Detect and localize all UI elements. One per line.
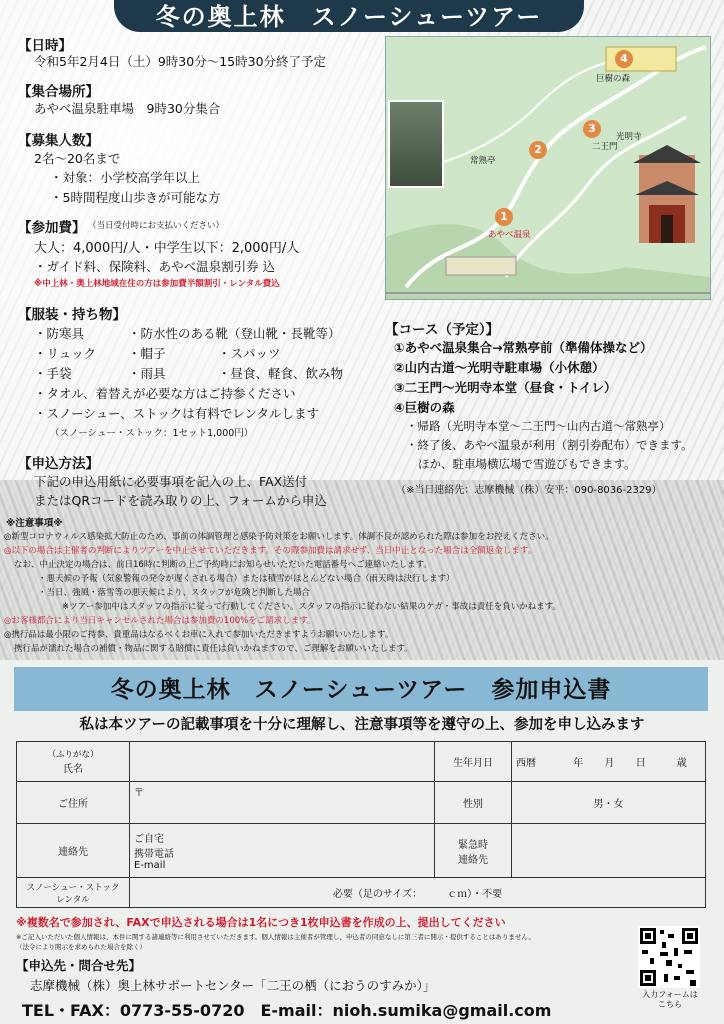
name-label: 氏名 (63, 764, 83, 775)
date-heading: 【日時】 (18, 38, 72, 54)
apply-heading: 【申込方法】 (18, 456, 99, 472)
privacy-note: ※ご記入いただいた個人情報は、本件に関する諸連絡等に利用させていただきます。個人情報は主催者が管理し、申込者の同意なしに第三者に開示・提供することはありません。 (16, 933, 535, 941)
age-label: 歳 (676, 758, 687, 769)
note-line-red: ◎お客様都合により当日キャンセルされた場合は参加費の100%をご請求します。 (4, 616, 316, 626)
form-agreement: 私は本ツアーの記載事項を十分に理解し、注意事項等を遵守の上、参加を申し込みます (79, 717, 645, 733)
fee-heading: 【参加費】 (18, 220, 86, 236)
month-label: 月 (604, 758, 615, 769)
home-phone-label: ご自宅 (134, 834, 164, 845)
gear-snowshoe: ・スノーシュー、ストックは有料でレンタルします (34, 406, 319, 421)
postal-mark: 〒 (134, 788, 144, 799)
mobile-phone-label: 携帯電話 (134, 849, 174, 860)
emergency-input-cell[interactable] (512, 824, 706, 878)
privacy-note: （法令により開示を求められた場合を除く） (16, 943, 146, 951)
giant-tree-photo (388, 100, 444, 188)
map-marker: 2 (529, 141, 547, 159)
year-label: 年 (573, 758, 584, 769)
day-label: 日 (635, 758, 646, 769)
gear-item: ・昼食、軽食、飲み物 (218, 366, 344, 381)
notes-section (4, 515, 720, 663)
name-input-cell[interactable] (130, 742, 435, 782)
inquiry-tel-email: TEL・FAX：0773-55-0720 E-mail：nioh.sumika@gmail.com (22, 1001, 552, 1020)
gear-item: ・雨具 (128, 366, 166, 381)
gear-item: ・手袋 (34, 366, 72, 381)
gear-towel: ・タオル、着替えが必要な方はご持参ください (34, 386, 296, 401)
gender-options[interactable]: 男・女 (512, 782, 706, 824)
note-line: ※ツアー参加中はスタッフの指示に従って行動してください。スタッフの指示に従わない結果のケガ・事故は責任を負いかねます。 (62, 602, 562, 612)
birthday-label: 生年月日 (435, 742, 512, 782)
course-item: ②山内古道～光明寺駐車場（小休憩） (394, 360, 605, 375)
furigana-label: （ふりがな） (47, 750, 99, 760)
gear-item: ・防水性のある靴（登山靴・長靴等） (128, 326, 341, 341)
emergency-label: 緊急時 連絡先 (435, 824, 512, 878)
gear-item: ・防寒具 (34, 326, 85, 341)
fee-price: 大人：4,000円/人・中学生以下：2,000円/人 (34, 241, 300, 256)
map-marker: 3 (583, 120, 601, 138)
meeting-heading: 【集合場所】 (18, 84, 99, 100)
form-title: 冬の奥上林 スノーシューツアー 参加申込書 (14, 667, 708, 711)
recruit-heading: 【募集人数】 (18, 133, 99, 149)
fee-discount-note: ※中上林・奥上林地域在住の方は参加費半額割引・レンタル費込 (34, 279, 280, 289)
name-label-cell (17, 742, 130, 782)
inquiry-heading: 【申込先・問合せ先】 (16, 958, 142, 973)
note-line: なお、中止決定の場合は、前日16時に判断の上ご予約時にお知らせいただいた電話番号へご連絡いたします。 (14, 560, 432, 570)
banner-title: 冬の奥上林 スノーシューツアー (114, 0, 584, 32)
map-label: あやべ温泉 (488, 230, 531, 240)
map-label: 常熟亭 (470, 156, 496, 166)
note-line: ◎携行品は最小限のご持参、貴重品はなるべくお車に入れて参加いただきますようお願いいたします。 (4, 630, 394, 640)
map-label: 巨樹の森 (596, 74, 631, 84)
course-item: ④巨樹の森 (394, 400, 455, 415)
course-item: ①あやべ温泉集合→常熟亭前（準備体操など） (394, 340, 653, 355)
gender-label: 性別 (435, 782, 512, 824)
contact-label: 連絡先 (17, 824, 130, 878)
apply-line1: 下記の申込用紙に必要事項を記入の上、FAX送付 (34, 474, 308, 489)
map-marker: 1 (495, 208, 513, 226)
gear-snowshoe-price: （スノーシュー・ストック：1セット1,000円） (50, 428, 254, 439)
recruit-ability: ・5時間程度山歩きが可能な方 (50, 190, 221, 205)
map-label: 二王門 (592, 142, 618, 152)
fee-heading-note: （当日受付時にお支払いください） (88, 221, 225, 231)
course-return2: ・終了後、あやべ温泉が利用（割引券配布）できます。 (406, 438, 693, 452)
recruit-target: ・対象：小学校高学年以上 (50, 170, 201, 185)
fee-includes: ・ガイド料、保険料、あやべ温泉割引券 込 (34, 259, 276, 274)
note-line-red: ◎以下の場合は主催者の判断によりツアーを中止させていただきます。その際参加費は請求せず、当日中止となった場合は全額返金します。 (4, 546, 537, 556)
note-line: ・当日、強風・落雪等の悪天候により、スタッフが危険と判断した場合 (38, 588, 311, 598)
note-line: 携行品が濡れた場合の補償・物品に関する賠償に責任は負いかねますので、ご理解をお願いいたします。 (14, 644, 413, 654)
address-label: ご住所 (17, 782, 130, 824)
multi-applicant-note: ※複数名で参加され、FAXで申込される場合は1名につき1枚申込書を作成の上、提出してください (16, 916, 506, 929)
gear-item: ・リュック (34, 346, 97, 361)
course-return1: ・帰路（光明寺本堂～二王門～山内古道～常熟亭） (406, 419, 671, 433)
course-heading: 【コース（予定）】 (385, 322, 500, 338)
temple-gate-illustration (633, 145, 701, 245)
gear-heading: 【服装・持ち物】 (18, 307, 126, 323)
era-label: 西暦 (516, 758, 536, 769)
map-marker: 4 (615, 50, 633, 68)
course-item: ③二王門～光明寺本堂（昼食・トイレ） (394, 380, 617, 395)
gear-item: ・スパッツ (218, 346, 281, 361)
rental-options[interactable]: 必要（足のサイズ： ｃｍ）・不要 (130, 878, 706, 908)
gear-item: ・帽子 (128, 346, 166, 361)
note-line: ・悪天候の予報（気象警報の発令が遅くされる場合）または積雪がほとんどない場合（雨天時は決行します） (38, 574, 455, 584)
email-label: E-mail (134, 860, 166, 871)
rental-label: スノーシュー・ストック レンタル (17, 878, 130, 908)
map-label: 光明寺 (616, 132, 642, 142)
date-text: 令和5年2月4日（土）9時30分～15時30分終了予定 (34, 54, 327, 69)
inquiry-org: 志摩機械（株）奥上林サポートセンター「二王の栖（におうのすみか）」 (30, 978, 436, 993)
course-contact: （※当日連絡先：志摩機械（株）安平：090-8036-2329） (396, 485, 662, 496)
recruit-count: 2名～20名まで (34, 151, 121, 166)
qr-label: 入力フォームは こちら (642, 990, 698, 1009)
note-line: ◎新型コロナウィルス感染拡大防止のため、事前の体調管理と感染予防対策をお願いします。体調不良が認められた際は参加をお控えください。 (4, 532, 554, 542)
apply-line2: またはQRコードを読み取りの上、フォームから申込 (34, 493, 327, 508)
course-return3: ほか、駐車場横広場で雪遊びもできます。 (418, 457, 636, 471)
birthday-input-cell[interactable] (512, 742, 706, 782)
contact-input-cell[interactable] (130, 824, 435, 878)
address-input-cell[interactable] (130, 782, 435, 824)
qr-code-icon[interactable] (638, 926, 700, 988)
application-form-table (16, 741, 706, 908)
notes-heading: ※注意事項※ (6, 518, 63, 529)
meeting-text: あやべ温泉駐車場 9時30分集合 (34, 101, 221, 116)
